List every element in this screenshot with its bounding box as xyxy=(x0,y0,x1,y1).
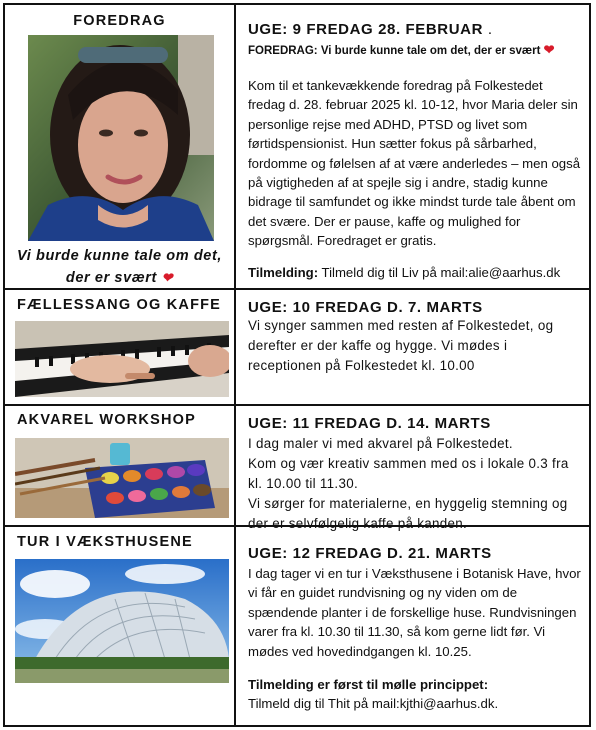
watercolor-photo xyxy=(15,438,229,518)
row1-content xyxy=(248,21,581,282)
row1-title: FOREDRAG xyxy=(73,13,166,29)
row1-signup-text: Tilmeld dig til Liv på mail:alie@aarhus.dk xyxy=(318,264,561,280)
row2-heading: UGE: 10 FREDAG D. 7. MARTS xyxy=(248,299,483,316)
row1-heading xyxy=(248,21,581,38)
schedule-table xyxy=(3,3,591,727)
row1-subheading-text: FOREDRAG: Vi burde kunne tale om det, der er svært xyxy=(248,45,541,57)
row1-subheading xyxy=(248,42,581,58)
row1-heading-suffix: . xyxy=(487,21,493,38)
caption-line2-text: der er svært xyxy=(65,270,157,286)
row4-heading: UGE: 12 FREDAG D. 21. MARTS xyxy=(248,545,492,562)
row1-signup-label: Tilmelding: xyxy=(248,264,319,280)
row-divider xyxy=(5,404,589,406)
heart-icon: ❤ xyxy=(543,42,555,57)
row2-content xyxy=(248,299,581,376)
row2-title: FÆLLESSANG OG KAFFE xyxy=(17,297,222,313)
row4-content xyxy=(248,545,581,714)
row3-body2: Kom og vær kreativ sammen med os i lokale 0.3 fra kl. 10.00 til 11.30. xyxy=(248,456,569,491)
row1-body: Kom til et tankevækkende foredrag på Folkestedet fredag d. 28. februar 2025 kl. 10-12, hvor Maria deler sin personlige rejse med ADHD, PTSD og livet som førtidspensionist. Hun sætter fokus på sårbarhed, fordomme og følelsen af at være anderledes – men også på vigtigheden af at spejle sig i andre, stadig kunne bidrage til samfundet og ikke mindst turde tale åbent om det svære. Der er pause, kaffe og mulighed for spørgsmål. Foredraget er gratis. xyxy=(248,78,581,249)
row3-body3: Vi sørger for materialerne, en hyggelig stemning og der er selvfølgelig kaffe på kanden. xyxy=(248,496,568,531)
row3-body1: I dag maler vi med akvarel på Folkestedet. xyxy=(248,436,513,451)
row2-body: Vi synger sammen med resten af Folkestedet, og derefter er der kaffe og hygge. Vi mødes i receptionen på Folkestedet kl. 10.00 xyxy=(248,318,554,373)
row3-content xyxy=(248,415,581,534)
row4-body: I dag tager vi en tur i Væksthusene i Botanisk Have, hvor vi får en guidet rundvisning og ny viden om de spændende planter i de forskellige huse. Rundvisningen varer fra kl. 10.30 til 11.30, så kom gerne lidt før. Vi mødes ved hovedindgangen kl. 10.25. xyxy=(248,566,581,659)
caption-line1: Vi burde kunne tale om det, xyxy=(17,248,222,264)
piano-photo xyxy=(15,321,229,397)
row4-signup-text: Tilmeld dig til Thit på mail:kjthi@aarhus.dk. xyxy=(248,696,499,712)
row1-signup xyxy=(248,263,581,282)
caption-line2 xyxy=(5,267,234,289)
column-divider xyxy=(234,5,236,725)
heart-icon: ❤ xyxy=(161,270,174,285)
row3-heading: UGE: 11 FREDAG D. 14. MARTS xyxy=(248,415,491,432)
portrait-photo xyxy=(28,35,214,241)
greenhouse-photo xyxy=(15,559,229,683)
row4-signup-label: Tilmelding er først til mølle princippet: xyxy=(248,677,489,693)
row3-title: AKVAREL WORKSHOP xyxy=(17,412,196,428)
row1-heading-text: UGE: 9 FREDAG 28. FEBRUAR xyxy=(248,21,484,38)
row4-title: TUR I VÆKSTHUSENE xyxy=(17,534,193,550)
row1-caption xyxy=(5,246,234,289)
